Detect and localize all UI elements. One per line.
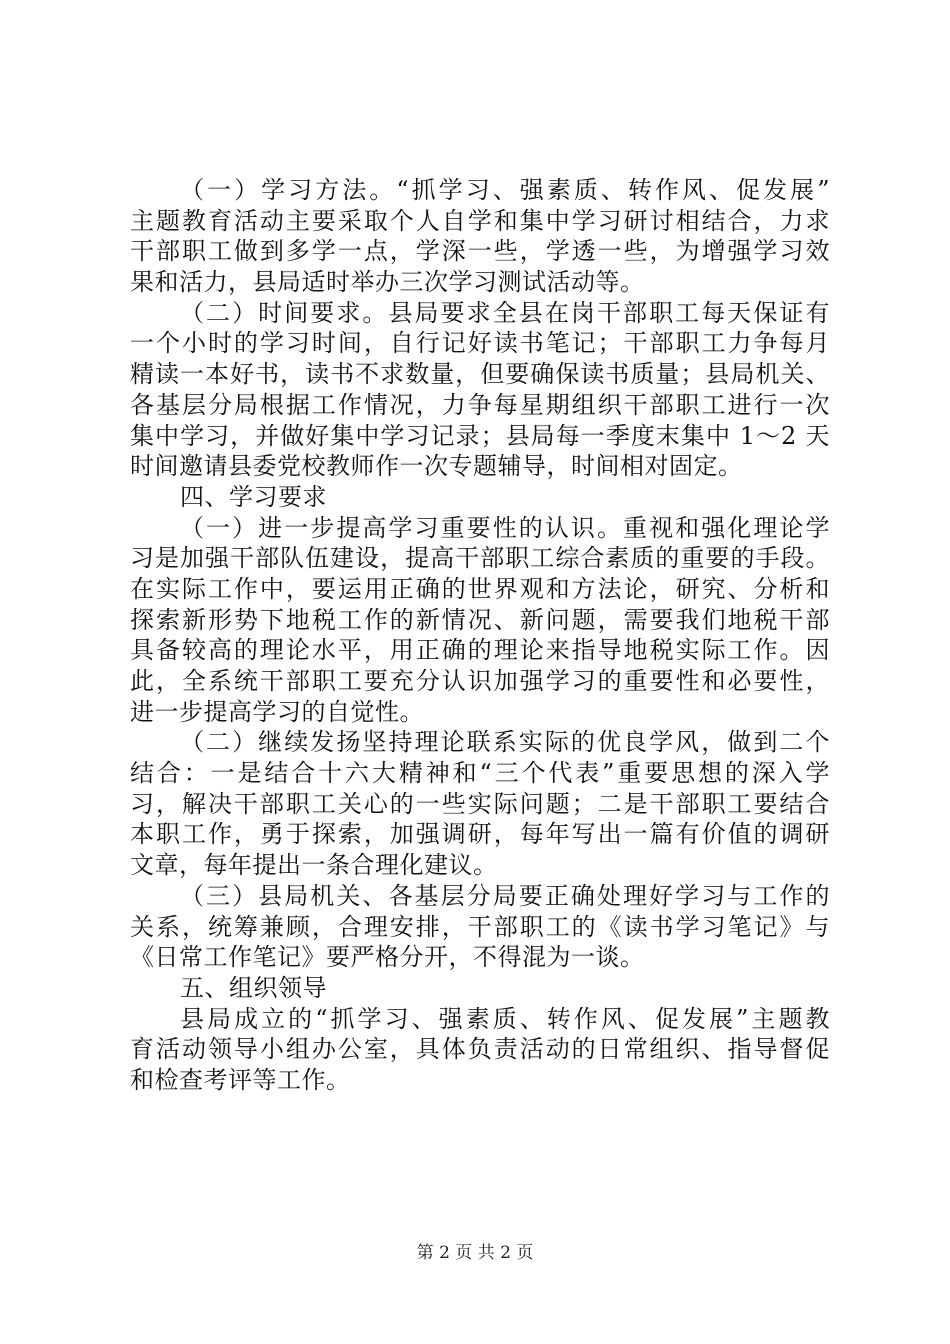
paragraph-line: 习是加强干部队伍建设，提高干部职工综合素质的重要的手段。	[130, 544, 830, 573]
paragraph-line: （三）县局机关、各基层分局要正确处理好学习与工作的	[180, 881, 830, 910]
paragraph-line: 关系，统筹兼顾，合理安排，干部职工的《读书学习笔记》与	[130, 912, 830, 941]
paragraph-line: 在实际工作中，要运用正确的世界观和方法论，研究、分析和	[130, 574, 830, 603]
paragraph-line: 四、学习要求	[180, 482, 327, 511]
paragraph-line: 干部职工做到多学一点，学深一些，学透一些，为增强学习效	[130, 237, 830, 266]
paragraph-line: 结合：一是结合十六大精神和“三个代表”重要思想的深入学	[130, 759, 830, 788]
paragraph-req2	[130, 727, 830, 880]
paragraph-line: 探索新形势下地税工作的新情况、新问题，需要我们地税干部	[130, 605, 830, 634]
paragraph-line: 集中学习，并做好集中学习记录；县局每一季度末集中 1～2 天	[130, 421, 830, 450]
paragraph-line: 习，解决干部职工关心的一些实际问题；二是干部职工要结合	[130, 789, 830, 818]
paragraph-line: 具备较高的理论水平，用正确的理论来指导地税实际工作。因	[130, 636, 830, 665]
paragraph-line: 五、组织领导	[180, 973, 327, 1002]
paragraph-line: 一个小时的学习时间，自行记好读书笔记；干部职工力争每月	[130, 329, 830, 358]
paragraph-line: （二）时间要求。县局要求全县在岗干部职工每天保证有	[180, 298, 830, 327]
paragraph-heading4	[130, 482, 830, 513]
paragraph-line: 精读一本好书，读书不求数量，但要确保读书质量；县局机关、	[130, 360, 830, 389]
paragraph-line: （一）学习方法。“抓学习、强素质、转作风、促发展”	[180, 176, 830, 204]
paragraph-org	[130, 1004, 830, 1096]
paragraph-line: 果和活力，县局适时举办三次学习测试活动等。	[130, 268, 645, 297]
paragraph-method	[130, 175, 830, 298]
paragraph-time	[130, 298, 830, 482]
paragraph-line: 本职工作，勇于探索，加强调研，每年写出一篇有价值的调研	[130, 820, 830, 849]
paragraph-line: （二）继续发扬坚持理论联系实际的优良学风，做到二个	[180, 728, 830, 757]
paragraph-line: 《日常工作笔记》要严格分开，不得混为一谈。	[130, 943, 645, 972]
paragraph-line: 各基层分局根据工作情况，力争每星期组织干部职工进行一次	[130, 390, 830, 419]
paragraph-line: 时间邀请县委党校教师作一次专题辅导，时间相对固定。	[130, 452, 743, 481]
paragraph-line: 育活动领导小组办公室，具体负责活动的日常组织、指导督促	[130, 1035, 830, 1064]
paragraph-line: 主题教育活动主要采取个人自学和集中学习研讨相结合，力求	[130, 206, 830, 235]
page-footer: 第 2 页 共 2 页	[416, 1243, 534, 1263]
paragraph-line: 进一步提高学习的自觉性。	[130, 697, 424, 726]
paragraph-heading5	[130, 973, 830, 1004]
paragraph-line: 和检查考评等工作。	[130, 1065, 351, 1094]
document-body	[130, 175, 830, 1096]
paragraph-line: 文章，每年提出一条合理化建议。	[130, 851, 498, 880]
paragraph-line: 县局成立的“抓学习、强素质、转作风、促发展”主题教	[180, 1004, 830, 1033]
paragraph-line: 此，全系统干部职工要充分认识加强学习的重要性和必要性，	[130, 667, 830, 695]
paragraph-line: （一）进一步提高学习重要性的认识。重视和强化理论学	[180, 513, 830, 542]
paragraph-req3	[130, 881, 830, 973]
paragraph-req1	[130, 513, 830, 728]
